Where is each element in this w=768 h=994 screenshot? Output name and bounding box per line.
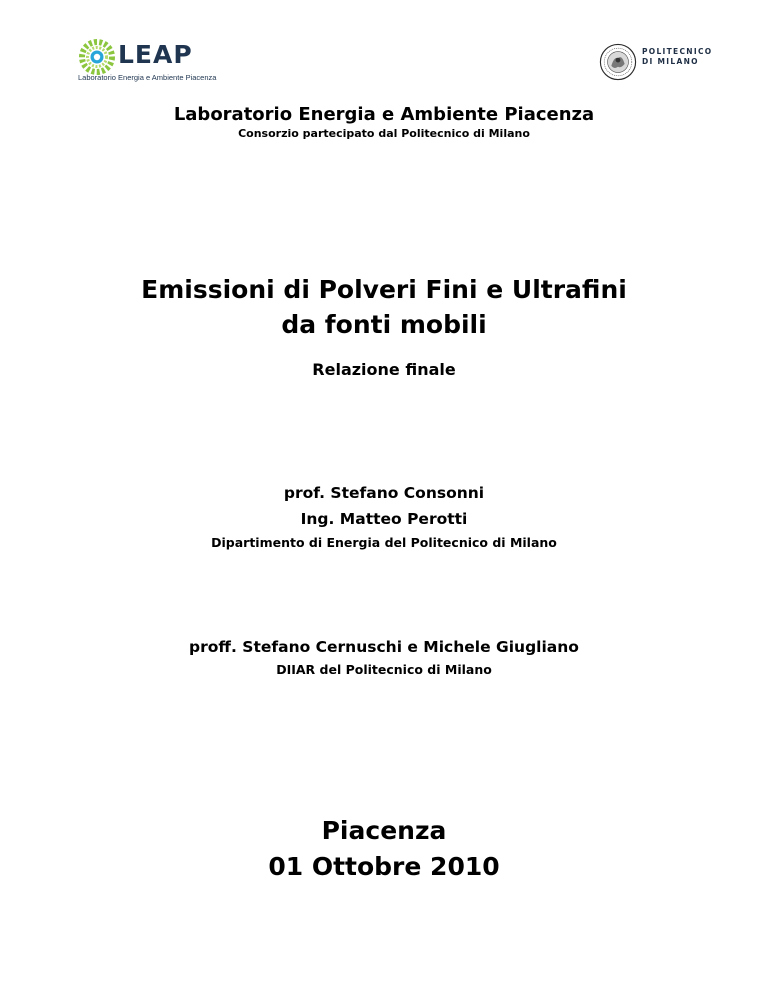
place: Piacenza (321, 816, 447, 845)
author-perotti: Ing. Matteo Perotti (300, 510, 468, 528)
leap-logo-subtitle: Laboratorio Energia e Ambiente Piacenza (78, 73, 217, 82)
lab-title: Laboratorio Energia e Ambiente Piacenza (173, 104, 595, 125)
document-subtitle: Relazione finale (312, 360, 456, 379)
polimi-name-line2: DI MILANO (642, 57, 699, 66)
affiliation-energia: Dipartimento di Energia del Politecnico di Milano (211, 535, 557, 550)
polimi-logo-text (642, 47, 712, 67)
affiliation-diiar: DIIAR del Politecnico di Milano (276, 662, 492, 677)
date: 01 Ottobre 2010 (268, 852, 500, 881)
polimi-seal-icon (599, 43, 637, 81)
lab-subtitle: Consorzio partecipato dal Politecnico di Milano (238, 127, 530, 140)
leap-logo-wordmark: LEAP (118, 40, 193, 69)
document-title-line2: da fonti mobili (281, 310, 487, 339)
polimi-name-line1: POLITECNICO (642, 47, 713, 56)
authors-cernuschi-giugliano: proff. Stefano Cernuschi e Michele Giugliano (189, 638, 579, 656)
document-title-line1: Emissioni di Polveri Fini e Ultrafini (141, 275, 627, 304)
author-consonni: prof. Stefano Consonni (283, 484, 485, 502)
